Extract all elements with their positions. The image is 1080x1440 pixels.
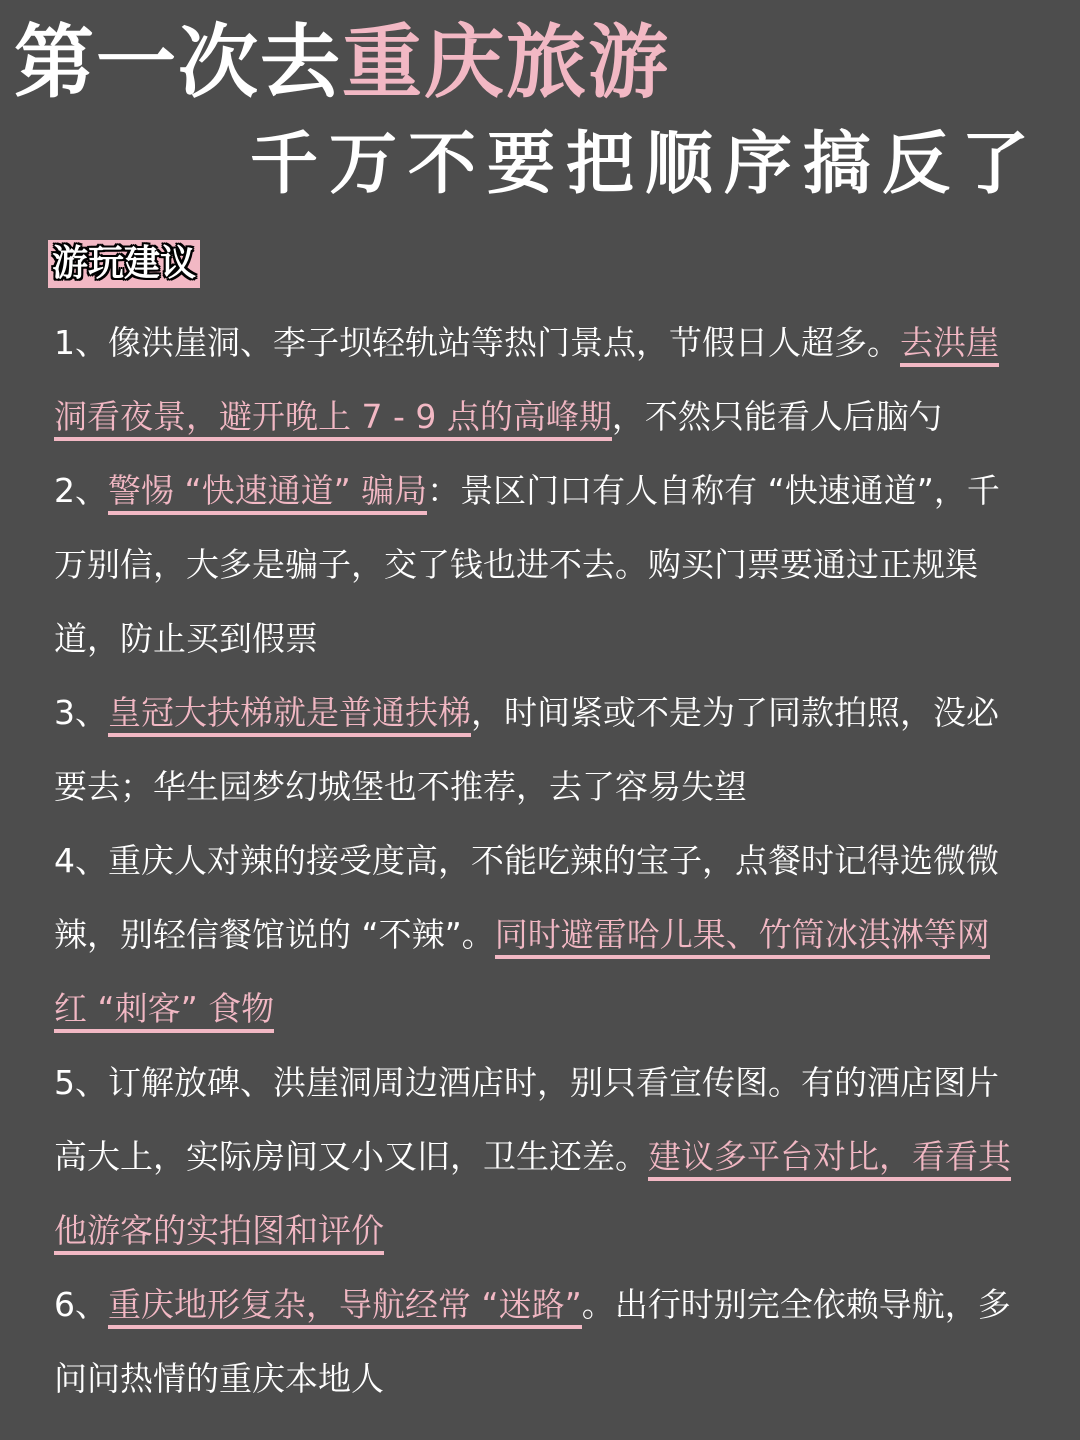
tip-item — [54, 306, 1022, 454]
tip-highlight: 建议多平台对比，看看其他游客的实拍图和评价 — [54, 1137, 1011, 1255]
tip-text: 像洪崖洞、李子坝轻轨站等热门景点，节假日人超多。 — [108, 323, 900, 362]
tip-text: 。出行时别完全依赖导航，多问问热情的重庆本地人 — [54, 1285, 1011, 1398]
tip-highlight: 皇冠大扶梯就是普通扶梯 — [108, 693, 471, 737]
tip-item — [54, 824, 1022, 1046]
tip-number: 4、 — [54, 841, 108, 880]
tips-list — [54, 306, 1022, 1416]
page-title — [14, 18, 670, 108]
tip-item — [54, 676, 1022, 824]
tip-number: 1、 — [54, 323, 108, 362]
tip-text: 订解放碑、洪崖洞周边酒店时，别只看宣传图。有的酒店图片高大上，实际房间又小又旧，卫生还差。 — [54, 1063, 999, 1176]
section-tag-label: 游玩建议 — [52, 243, 197, 284]
tip-number: 3、 — [54, 693, 108, 732]
tip-item — [54, 1046, 1022, 1268]
page-subtitle: 千万不要把顺序搞反了 — [250, 125, 1041, 204]
tip-highlight: 重庆地形复杂，导航经常 “迷路” — [108, 1285, 582, 1329]
tip-text: ：景区门口有人自称有 “快速通道”，千万别信，大多是骗子，交了钱也进不去。购买门票要通过正规渠道，防止买到假票 — [54, 471, 1000, 658]
tip-item — [54, 1268, 1022, 1416]
title-white-part: 第一次去 — [14, 16, 342, 109]
tip-highlight: 去洪崖洞看夜景，避开晚上 7 - 9 点的高峰期 — [54, 323, 999, 441]
tip-number: 2、 — [54, 471, 108, 510]
tip-number: 6、 — [54, 1285, 108, 1324]
tip-text: ，时间紧或不是为了同款拍照，没必要去；华生园梦幻城堡也不推荐，去了容易失望 — [54, 693, 999, 806]
title-pink-part: 重庆旅游 — [342, 16, 670, 109]
tip-number: 5、 — [54, 1063, 108, 1102]
tip-highlight: 同时避雷哈儿果、竹筒冰淇淋等网红 “刺客” 食物 — [54, 915, 990, 1033]
tip-text: 重庆人对辣的接受度高，不能吃辣的宝子，点餐时记得选微微辣，别轻信餐馆说的 “不辣”。 — [54, 841, 999, 954]
section-tag — [48, 240, 200, 288]
tip-highlight: 警惕 “快速通道” 骗局 — [108, 471, 427, 515]
tip-text: ，不然只能看人后脑勺 — [611, 397, 942, 436]
tip-item — [54, 454, 1022, 676]
